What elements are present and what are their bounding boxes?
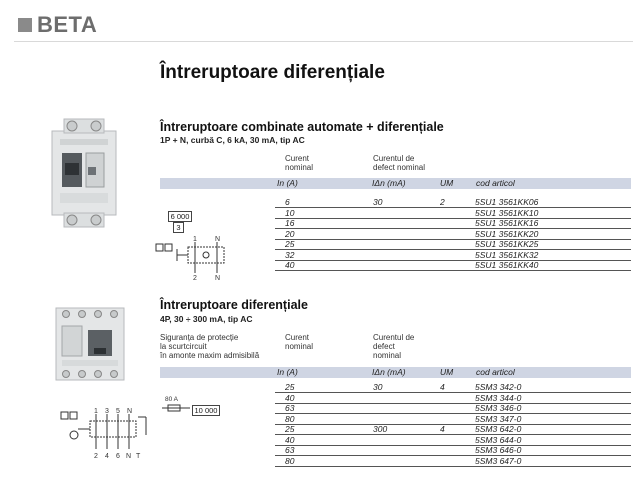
section1-table-header bbox=[160, 178, 631, 189]
header-idn: IΔn (mA) bbox=[372, 367, 406, 377]
cell-um: 4 bbox=[440, 382, 445, 392]
cell-in: 40 bbox=[285, 260, 295, 270]
cell-cod: 5SU1 3561KK32 bbox=[475, 249, 539, 260]
header-divider bbox=[14, 41, 633, 42]
table-row bbox=[275, 239, 631, 250]
svg-text:6: 6 bbox=[116, 453, 120, 460]
wiring-diagram-icon bbox=[155, 233, 235, 281]
cell-in: 16 bbox=[285, 218, 295, 228]
cell-cod: 5SU1 3561KK16 bbox=[475, 218, 539, 228]
cell-cod: 5SM3 342-0 bbox=[475, 382, 522, 392]
cell-idn: 30 bbox=[373, 197, 383, 207]
svg-text:1: 1 bbox=[193, 236, 197, 243]
section1-col-idn-label: Curentul de defect nominal bbox=[373, 154, 426, 172]
fuse-rating-label: 80 A bbox=[165, 396, 179, 403]
cell-cod: 5SM3 346-0 bbox=[475, 403, 522, 413]
section1-title: Întreruptoare combinate automate + diferențiale bbox=[160, 120, 444, 134]
cell-in: 10 bbox=[285, 207, 295, 218]
table-row bbox=[275, 424, 631, 435]
cell-idn: 300 bbox=[373, 424, 388, 434]
header-cod: cod articol bbox=[476, 178, 515, 188]
class-label: 3 bbox=[173, 222, 184, 233]
header-um: UM bbox=[440, 367, 454, 377]
cell-in: 63 bbox=[285, 445, 295, 455]
cell-cod: 5SU1 3561KK40 bbox=[475, 260, 539, 270]
section2-table-header bbox=[160, 367, 631, 378]
cell-cod: 5SU1 3561KK25 bbox=[475, 239, 539, 249]
table-row bbox=[275, 414, 631, 425]
table-row bbox=[275, 445, 631, 456]
brand-name: BETA bbox=[37, 12, 98, 37]
cell-cod: 5SM3 347-0 bbox=[475, 413, 522, 424]
page-title: Întreruptoare diferențiale bbox=[160, 62, 385, 83]
cell-in: 25 bbox=[285, 382, 295, 392]
cell-cod: 5SM3 646-0 bbox=[475, 445, 522, 455]
cell-in: 40 bbox=[285, 434, 295, 445]
svg-text:4: 4 bbox=[105, 453, 109, 460]
cell-cod: 5SU1 3561KK20 bbox=[475, 228, 539, 239]
section1-col-in-label: Curent nominal bbox=[285, 154, 314, 172]
rccb-device-image bbox=[54, 302, 126, 384]
cell-idn: 30 bbox=[373, 382, 383, 392]
cell-cod: 5SU1 3561KK10 bbox=[475, 207, 539, 218]
header-um: UM bbox=[440, 178, 454, 188]
header-cod: cod articol bbox=[476, 367, 515, 377]
svg-text:2: 2 bbox=[193, 275, 197, 281]
header-in: In (A) bbox=[277, 178, 298, 188]
svg-text:T: T bbox=[136, 453, 141, 460]
cell-um: 4 bbox=[440, 424, 445, 434]
cell-in: 6 bbox=[285, 197, 290, 207]
svg-text:N: N bbox=[215, 275, 221, 281]
cell-cod: 5SM3 644-0 bbox=[475, 434, 522, 445]
header-idn: IΔn (mA) bbox=[372, 178, 406, 188]
svg-text:N: N bbox=[127, 408, 133, 415]
section2-col-idn-label: Curentul de defect nominal bbox=[373, 333, 415, 360]
cell-cod: 5SM3 642-0 bbox=[475, 424, 522, 434]
table-row bbox=[275, 250, 631, 261]
svg-text:N: N bbox=[215, 236, 221, 243]
table-row bbox=[275, 403, 631, 414]
svg-text:N: N bbox=[126, 453, 132, 460]
cell-cod: 5SM3 344-0 bbox=[475, 392, 522, 403]
cell-in: 80 bbox=[285, 455, 295, 466]
section1-subtitle: 1P + N, curbă C, 6 kA, 30 mA, tip AC bbox=[160, 135, 305, 145]
svg-text:5: 5 bbox=[116, 408, 120, 415]
table-row bbox=[275, 435, 631, 446]
breaking-capacity-label: 6 000 bbox=[168, 211, 192, 222]
rcbo-device-image bbox=[50, 117, 118, 229]
svg-text:3: 3 bbox=[105, 408, 109, 415]
svg-text:1: 1 bbox=[94, 408, 98, 415]
table-row bbox=[275, 229, 631, 240]
section2-title: Întreruptoare diferențiale bbox=[160, 298, 308, 312]
section2-col-in-label: Curent nominal bbox=[285, 333, 314, 351]
breaking-capacity-label: 10 000 bbox=[192, 405, 220, 416]
table-row bbox=[275, 208, 631, 219]
cell-um: 2 bbox=[440, 197, 445, 207]
table-row bbox=[275, 260, 631, 271]
cell-cod: 5SM3 647-0 bbox=[475, 455, 522, 466]
table-row bbox=[275, 382, 631, 393]
header-in: In (A) bbox=[277, 367, 298, 377]
table-row bbox=[275, 197, 631, 208]
cell-in: 32 bbox=[285, 249, 295, 260]
cell-in: 63 bbox=[285, 403, 295, 413]
section2-col-protection-label: Siguranța de protecție la scurtcircuit în amonte maxim admisibilă bbox=[160, 333, 260, 360]
cell-in: 40 bbox=[285, 392, 295, 403]
cell-in: 80 bbox=[285, 413, 295, 424]
table-row bbox=[275, 218, 631, 229]
cell-in: 25 bbox=[285, 239, 295, 249]
cell-cod: 5SU1 3561KK06 bbox=[475, 197, 539, 207]
brand-square-icon bbox=[18, 18, 32, 32]
cell-in: 25 bbox=[285, 424, 295, 434]
table-row bbox=[275, 456, 631, 467]
table-row bbox=[275, 393, 631, 404]
section2-subtitle: 4P, 30 ÷ 300 mA, tip AC bbox=[160, 314, 253, 324]
wiring-diagram-4p-icon bbox=[60, 405, 155, 460]
cell-in: 20 bbox=[285, 228, 295, 239]
svg-text:2: 2 bbox=[94, 453, 98, 460]
